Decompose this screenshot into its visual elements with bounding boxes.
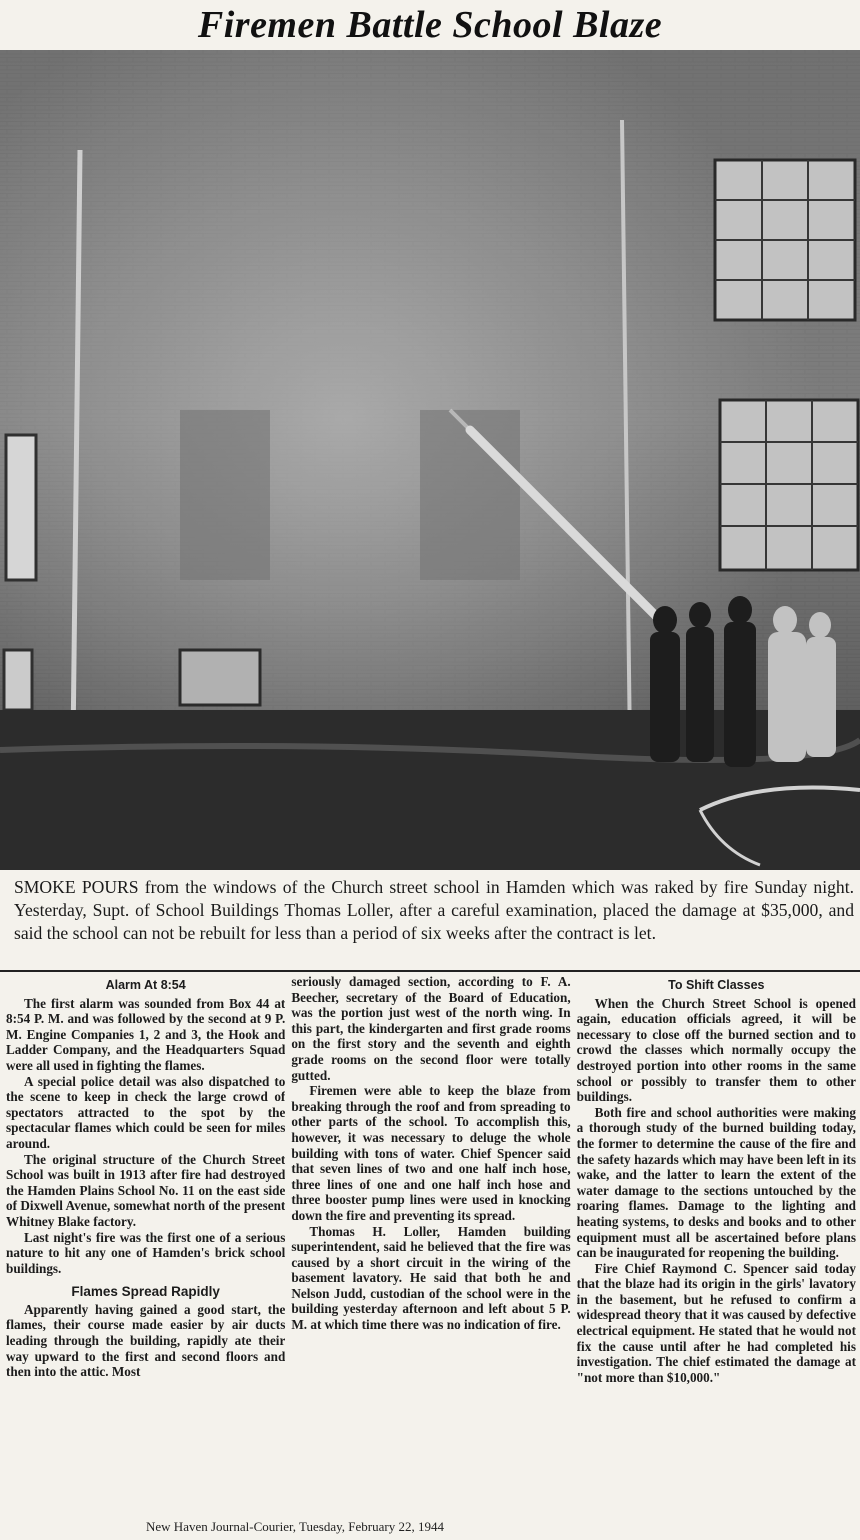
article-paragraph: Thomas H. Loller, Hamden building superintendent, said he believed that the fire was caused by a short circuit in the wiring of the basement lavatory. He said that both he and Nelson Judd, custodian of the school were in the building yesterday afternoon and left about 5 P. M. at which time there was no indication of fire. — [291, 1223, 571, 1333]
article-paragraph: The original structure of the Church Street School was built in 1913 after fire had destroyed the Hamden Plains School No. 11 on the east side of Dixwell Avenue, somewhat north of the present Whitney Blake factory. — [6, 1151, 286, 1229]
headline: Firemen Battle School Blaze — [197, 4, 663, 46]
burning-school-photo — [0, 50, 860, 870]
article-column-1 — [6, 974, 285, 1519]
photo-illustration — [0, 50, 860, 870]
article-paragraph: When the Church Street School is opened again, education officials agreed, it will be necessary to close off the burned section and to crowd the classes which normally occupy the destroyed portion into other rooms in the same school or possibly to transfer them to other buildings. — [576, 995, 856, 1105]
article-paragraph: Fire Chief Raymond C. Spencer said today that the blaze had its origin in the girls' lavatory in the basement, but he refused to confirm a widespread theory that it was caused by defective electrical equipment. He stated that he would not fix the cause until after he had completed his investigation. The chief estimated the damage at "not more than $10,000." — [576, 1260, 856, 1385]
article-body — [6, 974, 856, 1519]
section-divider — [0, 970, 860, 972]
article-column-3 — [577, 974, 856, 1519]
article-paragraph: Both fire and school authorities were making a thorough study of the burned building today, the former to determine the cause of the fire and the safety hazards which may have been left in its wake, and the latter to learn the extent of the water damage to the sections untouched by the roaring flames. Damage to the lighting and heating systems, to desks and books and to other equipment must all be ascertained before plans can be inaugurated for reopening the building. — [576, 1104, 856, 1261]
article-paragraph: A special police detail was also dispatched to the scene to keep in check the large crowd of spectators attracted to the spot by the spectacular flames which could be seen for miles around. — [6, 1073, 286, 1151]
article-column-2 — [291, 974, 570, 1519]
article-paragraph: Apparently having gained a good start, the flames, their course made easier by air ducts leading through the building, rapidly ate their way upward to the first and second floors and then into the attic. Most — [6, 1301, 286, 1380]
source-credit: New Haven Journal-Courier, Tuesday, February 22, 1944 — [146, 1519, 444, 1534]
photo-caption: SMOKE POURS from the windows of the Church street school in Hamden which was raked by fire Sunday night. Yesterday, Supt. of School Buildings Thomas Loller, after a careful examination, placed the damage at $35,000, and said the school can not be rebuilt for less than a period of six weeks after the contract is let. — [14, 877, 854, 943]
article-paragraph: Firemen were able to keep the blaze from breaking through the roof and from spreading to other parts of the school. To accomplish this, however, it was necessary to deluge the whole building with tons of water. Chief Spencer said that seven lines of two and one half inch hose, three lines of one and one half inch hose and three booster pump lines were used in knocking down the fire and preventing its spread. — [291, 1083, 571, 1223]
section-heading: To Shift Classes — [668, 978, 765, 992]
article-paragraph: Last night's fire was the first one of a serious nature to hit any one of Hamden's brick school buildings. — [6, 1229, 286, 1276]
section-heading: Alarm At 8:54 — [105, 978, 186, 992]
article-paragraph: The first alarm was sounded from Box 44 at 8:54 P. M. and was followed by the second at 9 P. M. Engine Companies 1, 2 and 3, the Hook and Ladder Company, and the Headquarters Squad were all used in fighting the flames. — [6, 995, 286, 1073]
article-paragraph: seriously damaged section, according to F. A. Beecher, secretary of the Board of Education, was the portion just west of the north wing. In this part, the kindergarten and first grade rooms on the first story and the seventh and eighth grade rooms on the second floor were totally gutted. — [291, 974, 571, 1083]
section-heading: Flames Spread Rapidly — [71, 1284, 220, 1300]
